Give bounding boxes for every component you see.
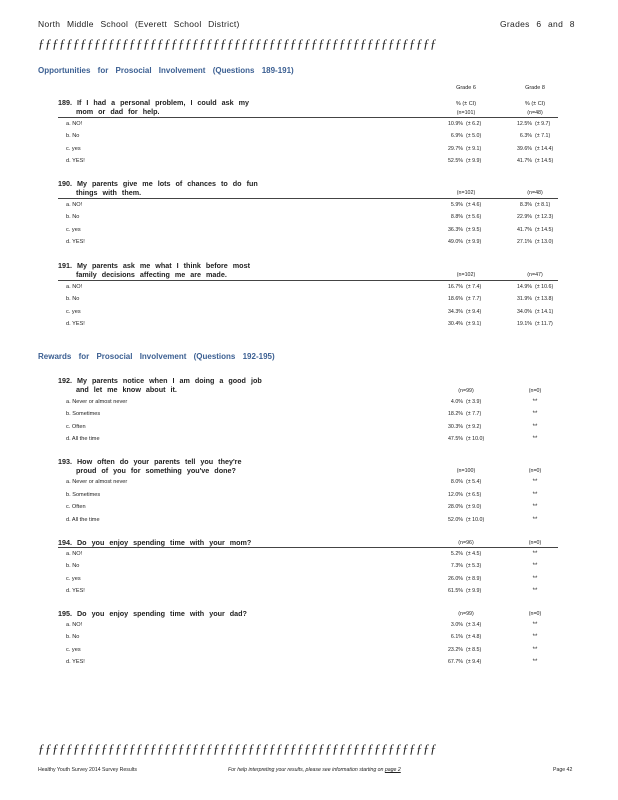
suppressed-value: ** <box>532 424 538 430</box>
confidence-interval: (± 14.5) <box>535 158 554 164</box>
footer-help-text <box>228 767 401 773</box>
percent-value: 31.9% <box>516 296 532 302</box>
confidence-interval: (± 13.8) <box>535 296 554 302</box>
document-header-left: North Middle School (Everett School District) <box>38 19 240 29</box>
confidence-interval: (± 9.7) <box>535 121 551 127</box>
confidence-interval: (± 7.1) <box>535 133 551 139</box>
percent-value: 8.0% <box>450 479 463 485</box>
confidence-interval: (± 5.0) <box>466 133 482 139</box>
column-header-grade-6: Grade 6 <box>456 85 476 91</box>
confidence-interval: (± 12.3) <box>535 214 554 220</box>
percent-value: 6.1% <box>450 634 463 640</box>
answer-option: c. yes <box>66 647 81 653</box>
answer-option: a. NO! <box>66 284 83 290</box>
answer-option: d. YES! <box>66 158 85 164</box>
percent-value: 34.3% <box>447 309 463 315</box>
top-divider: ƒƒƒƒƒƒƒƒƒƒƒƒƒƒƒƒƒƒƒƒƒƒƒƒƒƒƒƒƒƒƒƒƒƒƒƒƒƒƒƒƒƒƒƒƒƒƒƒƒƒƒƒƒƒƒƒƒ <box>38 36 437 51</box>
answer-option: a. NO! <box>66 622 83 628</box>
percent-value: 6.9% <box>450 133 463 139</box>
sample-size: (n=99) <box>458 388 474 394</box>
suppressed-value: ** <box>532 576 538 582</box>
answer-option: c. yes <box>66 576 81 582</box>
section-title: Opportunities for Prosocial Involvement (Questions 189-191) <box>38 66 294 75</box>
sample-size: (n=0) <box>528 388 542 394</box>
question-divider <box>58 280 558 281</box>
confidence-interval: (± 11.7) <box>535 321 553 327</box>
percent-value: 22.9% <box>516 214 532 220</box>
percent-value: 26.0% <box>447 576 463 582</box>
percent-value: 29.7% <box>447 146 463 152</box>
percent-value: 3.0% <box>450 622 463 628</box>
question-text: 191. My parents ask me what I think before most <box>58 261 250 270</box>
confidence-interval: (± 7.4) <box>466 284 482 290</box>
suppressed-value: ** <box>532 479 538 485</box>
question-text: mom or dad for help. <box>76 107 160 116</box>
answer-option: b. No <box>66 634 80 640</box>
confidence-interval: (± 10.0) <box>466 517 485 523</box>
sample-size: (n=102) <box>456 190 476 196</box>
percent-value: 7.3% <box>450 563 463 569</box>
sample-size: (n=0) <box>528 468 542 474</box>
answer-option: a. NO! <box>66 202 83 208</box>
document-header-right: Grades 6 and 8 <box>500 19 575 29</box>
percent-value: 12.5% <box>516 121 532 127</box>
answer-option: b. No <box>66 563 80 569</box>
confidence-interval: (± 5.3) <box>466 563 482 569</box>
percent-value: 14.9% <box>516 284 532 290</box>
column-header-grade-8: Grade 8 <box>525 85 545 91</box>
suppressed-value: ** <box>532 647 538 653</box>
answer-option: d. YES! <box>66 239 85 245</box>
footer-page-link[interactable]: page 2 <box>384 767 401 773</box>
column-subheader-grade-8: % (± CI) <box>524 101 546 107</box>
confidence-interval: (± 9.2) <box>466 424 482 430</box>
percent-value: 41.7% <box>516 227 532 233</box>
percent-value: 12.0% <box>447 492 463 498</box>
confidence-interval: (± 9.5) <box>466 227 482 233</box>
confidence-interval: (± 9.1) <box>466 146 482 152</box>
answer-option: b. No <box>66 296 80 302</box>
confidence-interval: (± 14.5) <box>535 227 554 233</box>
confidence-interval: (± 3.4) <box>466 622 482 628</box>
confidence-interval: (± 8.1) <box>535 202 551 208</box>
percent-value: 16.7% <box>447 284 463 290</box>
confidence-interval: (± 10.0) <box>466 436 485 442</box>
percent-value: 18.6% <box>447 296 463 302</box>
answer-option: d. YES! <box>66 588 85 594</box>
confidence-interval: (± 4.5) <box>466 551 482 557</box>
bottom-divider: ƒƒƒƒƒƒƒƒƒƒƒƒƒƒƒƒƒƒƒƒƒƒƒƒƒƒƒƒƒƒƒƒƒƒƒƒƒƒƒƒƒƒƒƒƒƒƒƒƒƒƒƒƒƒƒƒƒ <box>38 741 437 756</box>
answer-option: a. NO! <box>66 551 83 557</box>
percent-value: 49.0% <box>447 239 463 245</box>
percent-value: 30.4% <box>447 321 463 327</box>
suppressed-value: ** <box>532 436 538 442</box>
sample-size: (n=0) <box>528 540 542 546</box>
suppressed-value: ** <box>532 399 538 405</box>
sample-size: (n=102) <box>456 272 476 278</box>
suppressed-value: ** <box>532 517 538 523</box>
answer-option: a. NO! <box>66 121 83 127</box>
percent-value: 36.3% <box>447 227 463 233</box>
percent-value: 52.5% <box>447 158 463 164</box>
sample-size: (n=47) <box>527 272 543 278</box>
answer-option: d. All the time <box>66 517 100 523</box>
sample-size: (n=0) <box>528 611 542 617</box>
percent-value: 30.3% <box>447 424 463 430</box>
confidence-interval: (± 9.1) <box>466 321 482 327</box>
percent-value: 34.0% <box>516 309 532 315</box>
suppressed-value: ** <box>532 634 538 640</box>
sample-size: (n=100) <box>456 468 476 474</box>
percent-value: 6.3% <box>519 133 532 139</box>
percent-value: 52.0% <box>447 517 463 523</box>
percent-value: 8.8% <box>450 214 463 220</box>
percent-value: 39.6% <box>516 146 532 152</box>
percent-value: 23.2% <box>447 647 463 653</box>
answer-option: b. No <box>66 133 80 139</box>
question-text: and let me know about it. <box>76 385 177 394</box>
suppressed-value: ** <box>532 563 538 569</box>
confidence-interval: (± 10.6) <box>535 284 554 290</box>
answer-option: d. YES! <box>66 659 85 665</box>
percent-value: 19.1% <box>516 321 532 327</box>
section-title: Rewards for Prosocial Involvement (Questions 192-195) <box>38 352 275 361</box>
sample-size: (n=48) <box>527 190 543 196</box>
suppressed-value: ** <box>532 492 538 498</box>
answer-option: d. All the time <box>66 436 100 442</box>
confidence-interval: (± 9.9) <box>466 158 482 164</box>
answer-option: d. YES! <box>66 321 85 327</box>
sample-size: (n=96) <box>458 540 474 546</box>
percent-value: 10.9% <box>447 121 463 127</box>
confidence-interval: (± 9.0) <box>466 504 482 510</box>
question-text: 195. Do you enjoy spending time with your dad? <box>58 609 247 618</box>
percent-value: 5.9% <box>450 202 463 208</box>
answer-option: c. yes <box>66 309 81 315</box>
suppressed-value: ** <box>532 659 538 665</box>
confidence-interval: (± 6.2) <box>466 121 482 127</box>
confidence-interval: (± 4.6) <box>466 202 482 208</box>
question-text: 189. If I had a personal problem, I could ask my <box>58 98 249 107</box>
confidence-interval: (± 4.8) <box>466 634 482 640</box>
percent-value: 28.0% <box>447 504 463 510</box>
percent-value: 47.5% <box>447 436 463 442</box>
answer-option: b. Sometimes <box>66 411 101 417</box>
suppressed-value: ** <box>532 504 538 510</box>
percent-value: 4.0% <box>450 399 463 405</box>
question-text: family decisions affecting me are made. <box>76 270 227 279</box>
percent-value: 67.7% <box>447 659 463 665</box>
question-divider <box>58 117 558 118</box>
answer-option: c. yes <box>66 227 81 233</box>
column-subheader-grade-6: % (± CI) <box>455 101 477 107</box>
confidence-interval: (± 9.9) <box>466 239 482 245</box>
sample-size: (n=99) <box>458 611 474 617</box>
sample-size: (n=101) <box>456 110 476 116</box>
question-text: 194. Do you enjoy spending time with your mom? <box>58 538 252 547</box>
confidence-interval: (± 9.4) <box>466 659 482 665</box>
answer-option: b. No <box>66 214 80 220</box>
confidence-interval: (± 3.9) <box>466 399 482 405</box>
suppressed-value: ** <box>532 551 538 557</box>
footer-help-message: For help interpreting your results, please see information starting on <box>228 767 384 773</box>
answer-option: b. Sometimes <box>66 492 101 498</box>
confidence-interval: (± 7.7) <box>466 411 482 417</box>
question-text: 190. My parents give me lots of chances to do fun <box>58 179 258 188</box>
percent-value: 8.3% <box>519 202 532 208</box>
question-text: 193. How often do your parents tell you they're <box>58 457 242 466</box>
confidence-interval: (± 5.6) <box>466 214 482 220</box>
answer-option: a. Never or almost never <box>66 399 128 405</box>
percent-value: 27.1% <box>516 239 532 245</box>
footer-survey-name: Healthy Youth Survey 2014 Survey Results <box>38 767 137 773</box>
question-text: 192. My parents notice when I am doing a good job <box>58 376 262 385</box>
answer-option: c. yes <box>66 146 81 152</box>
suppressed-value: ** <box>532 411 538 417</box>
confidence-interval: (± 14.4) <box>535 146 554 152</box>
confidence-interval: (± 9.4) <box>466 309 482 315</box>
percent-value: 5.2% <box>450 551 463 557</box>
question-divider <box>58 198 558 199</box>
confidence-interval: (± 5.4) <box>466 479 482 485</box>
confidence-interval: (± 13.0) <box>535 239 554 245</box>
question-divider <box>58 547 558 548</box>
confidence-interval: (± 7.7) <box>466 296 482 302</box>
confidence-interval: (± 8.9) <box>466 576 482 582</box>
suppressed-value: ** <box>532 622 538 628</box>
question-text: proud of you for something you've done? <box>76 466 236 475</box>
answer-option: a. Never or almost never <box>66 479 128 485</box>
sample-size: (n=48) <box>527 110 543 116</box>
percent-value: 41.7% <box>516 158 532 164</box>
footer-page-number: Page 42 <box>553 767 573 773</box>
confidence-interval: (± 14.1) <box>535 309 554 315</box>
percent-value: 18.2% <box>447 411 463 417</box>
answer-option: c. Often <box>66 424 86 430</box>
confidence-interval: (± 8.5) <box>466 647 482 653</box>
confidence-interval: (± 9.9) <box>466 588 482 594</box>
percent-value: 61.5% <box>447 588 463 594</box>
answer-option: c. Often <box>66 504 86 510</box>
confidence-interval: (± 6.5) <box>466 492 482 498</box>
question-text: things with them. <box>76 188 142 197</box>
suppressed-value: ** <box>532 588 538 594</box>
